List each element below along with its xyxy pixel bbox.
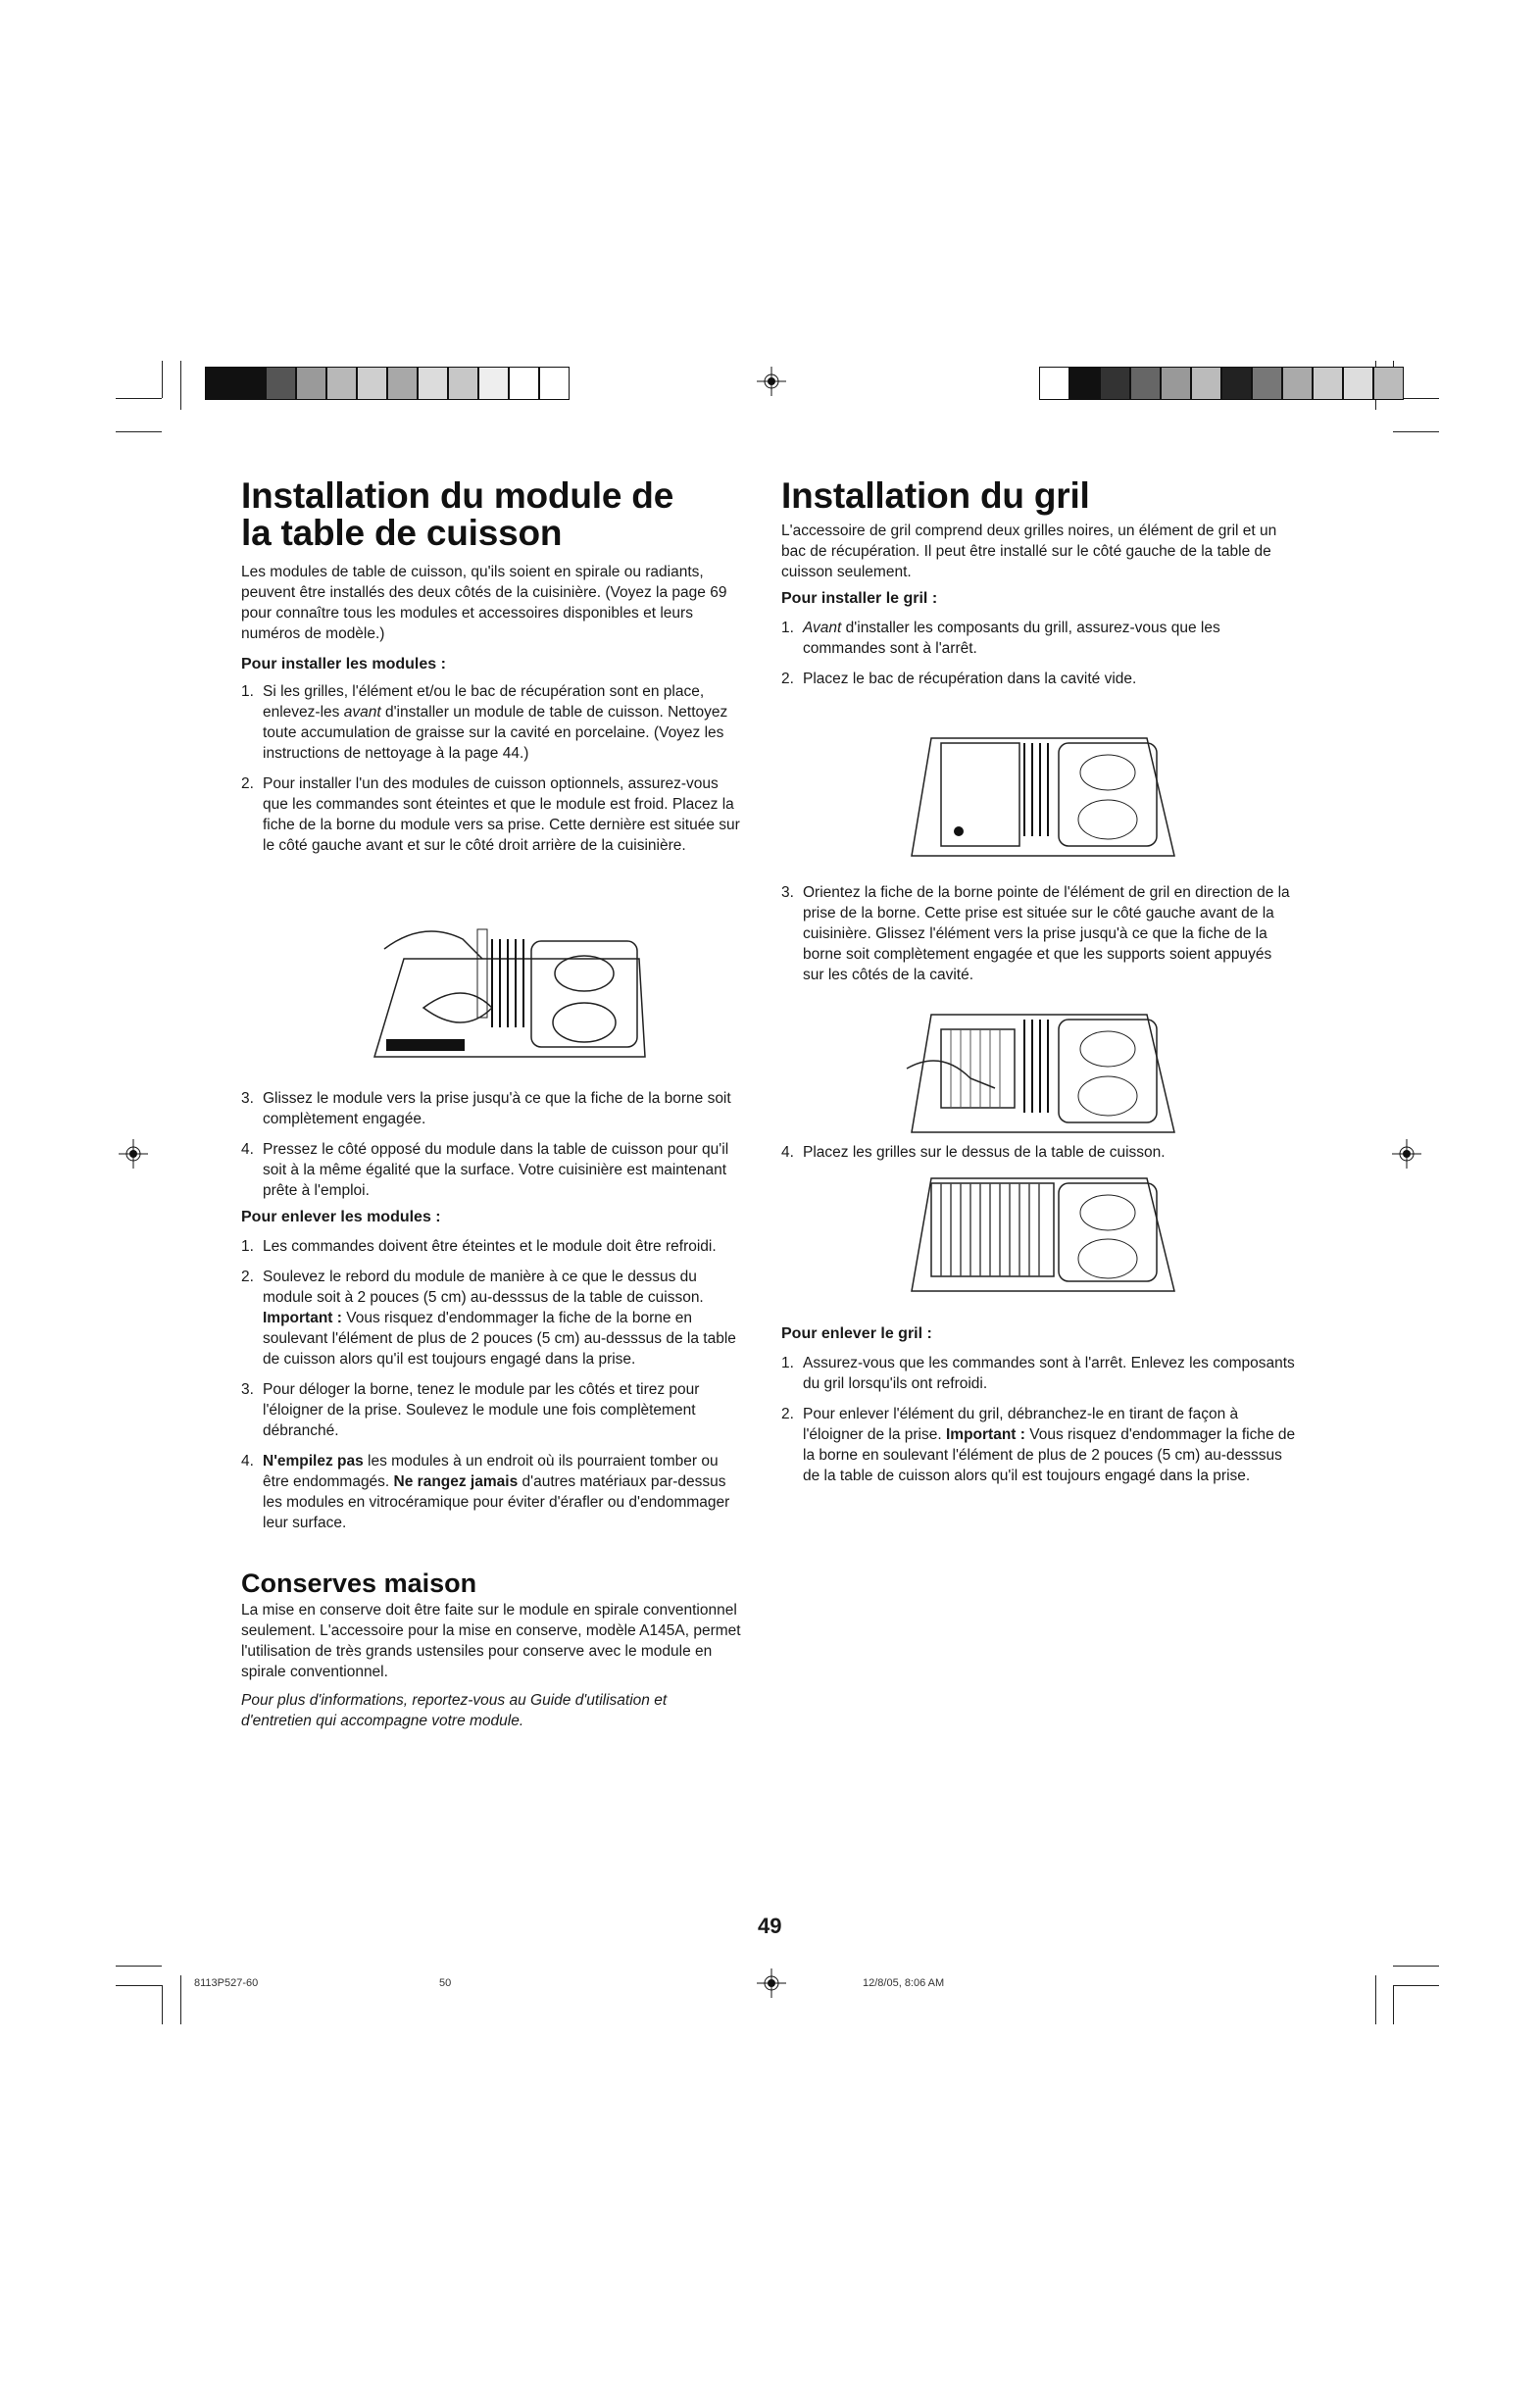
left-remove-step-4: 4. N'empilez pas les modules à un endroit où ils pourraient tomber ou être endommagés. Ne rangez jamais d'autres matériaux par-dessus les modules en vitrocéramique pour éviter d'érafler ou d'endommager leur surface.	[241, 1453, 730, 1531]
conserves-text: La mise en conserve doit être faite sur le module en spirale conventionnel seulement. L'accessoire pour la mise en conserve, modèle A145A, permet l'utilisation de très grands ustensiles pour conserve avec le module en spirale conventionnel.	[241, 1602, 741, 1680]
registration-mark-left	[119, 1139, 148, 1169]
left-column	[241, 477, 741, 856]
left-remove-heading: Pour enlever les modules :	[241, 1209, 441, 1225]
right-column-step-4	[781, 1142, 1296, 1163]
right-remove-heading: Pour enlever le gril :	[781, 1325, 932, 1342]
left-remove-step-1: 1. Les commandes doivent être éteintes et le module doit être refroidi.	[241, 1238, 717, 1255]
right-column	[781, 477, 1296, 689]
left-remove-step-2: 2. Soulevez le rebord du module de manière à ce que le dessus du module soit à 2 pouces (5 cm) au-desssus de la table de cuisson. Important : Vous risquez d'endommager la fiche de la borne en soulevant l'élément de plus de 2 pouces (5 cm) au-desssus de la table de cuisson alors qu'il est toujours engagé dans la prise.	[241, 1269, 736, 1368]
left-install-step-1: 1. Si les grilles, l'élément et/ou le bac de récupération sont en place, enlevez-les avant d'installer un module de table de cuisson. Nettoyez toute accumulation de graisse sur la cavité en porcelaine. (Voyez les instructions de nettoyage à la page 44.)	[241, 683, 728, 762]
right-column-remove	[781, 1323, 1296, 1486]
left-title: Installation du module de la table de cuisson	[241, 475, 674, 553]
page-number: 49	[758, 1914, 782, 1938]
figure-module-install	[365, 920, 649, 1067]
left-install-step-4: 4. Pressez le côté opposé du module dans la table de cuisson pour qu'il soit à la même égalité que la surface. Votre cuisinière est maintenant prête à l'emploi.	[241, 1141, 729, 1199]
right-install-step-1: 1. Avant d'installer les composants du grill, assurez-vous que les commandes sont à l'arrêt.	[781, 620, 1220, 657]
right-install-step-3: 3. Orientez la fiche de la borne pointe de l'élément de gril en direction de la prise de la borne. Cette prise est située sur le côté gauche avant de la cuisinière. Glissez l'élément vers la prise jusqu'à ce que la fiche de la borne soit complètement engagée et que les supports soient appuyés sur les côtés de la cavité.	[781, 884, 1290, 983]
footer-date: 12/8/05, 8:06 AM	[863, 1977, 945, 1989]
figure-drip-pan	[902, 723, 1176, 861]
footer-code: 8113P527-60	[194, 1977, 259, 1989]
left-column-continued	[241, 1088, 741, 1731]
registration-mark-top	[757, 367, 786, 396]
conserves-note: Pour plus d'informations, reportez-vous au Guide d'utilisation et d'entretien qui accompagne votre module.	[241, 1692, 668, 1729]
left-install-heading: Pour installer les modules :	[241, 656, 446, 672]
footer-num: 50	[439, 1977, 452, 1989]
registration-mark-bottom	[757, 1968, 786, 1998]
right-remove-step-2: 2. Pour enlever l'élément du gril, débranchez-le en tirant de façon à l'éloigner de la prise. Important : Vous risquez d'endommager la fiche de la borne en soulevant l'élément de plus de 2 pouces (5 cm) au-desssus de la table de cuisson alors qu'il est toujours engagé dans la prise.	[781, 1406, 1296, 1484]
color-bar-left	[205, 367, 570, 400]
left-intro: Les modules de table de cuisson, qu'ils soient en spirale ou radiants, peuvent être installés des deux côtés de la cuisinière. (Voyez la page 69 pour connaître tous les modules et accessoires disponibles et leurs numéros de modèle.)	[241, 564, 727, 642]
right-install-step-2: 2. Placez le bac de récupération dans la cavité vide.	[781, 671, 1137, 687]
color-bar-right	[1039, 367, 1404, 400]
conserves-title: Conserves maison	[241, 1569, 477, 1598]
figure-grill-grates	[902, 1169, 1176, 1296]
right-column-step-3	[781, 882, 1296, 985]
figure-grill-element	[902, 1000, 1176, 1137]
registration-mark-right	[1392, 1139, 1421, 1169]
left-install-step-2: 2. Pour installer l'un des modules de cuisson optionnels, assurez-vous que les commandes sont éteintes et que le module est froid. Placez la fiche de la borne du module vers sa prise. Cette dernière est située sur le côté gauche avant et sur le côté droit arrière de la cuisinière.	[241, 775, 740, 854]
left-install-step-3: 3. Glissez le module vers la prise jusqu'à ce que la fiche de la borne soit complètement engagée.	[241, 1090, 731, 1127]
right-install-step-4: 4. Placez les grilles sur le dessus de la table de cuisson.	[781, 1144, 1166, 1161]
left-remove-step-3: 3. Pour déloger la borne, tenez le module par les côtés et tirez pour l'éloigner de la prise. Soulevez le module une fois complètement débranché.	[241, 1381, 700, 1439]
right-remove-step-1: 1. Assurez-vous que les commandes sont à l'arrêt. Enlevez les composants du gril lorsqu'ils ont refroidi.	[781, 1355, 1295, 1392]
right-title: Installation du gril	[781, 475, 1090, 516]
right-intro: L'accessoire de gril comprend deux grilles noires, un élément de gril et un bac de récupération. Il peut être installé sur le côté gauche de la table de cuisson seulement.	[781, 523, 1277, 580]
right-install-heading: Pour installer le gril :	[781, 590, 938, 607]
